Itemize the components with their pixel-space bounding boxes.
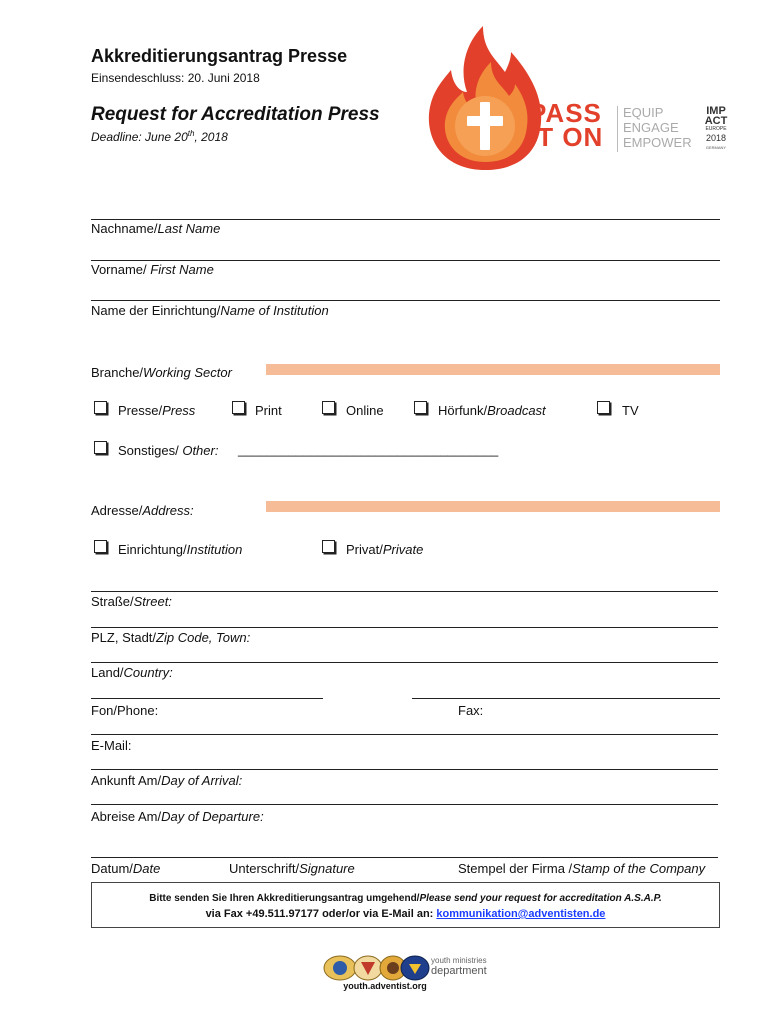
institution-address-checkbox[interactable] [94, 540, 107, 553]
country-label: Land/Country: [91, 665, 173, 680]
street-line[interactable] [91, 591, 718, 592]
signature-line[interactable] [91, 857, 718, 858]
first-name-label: Vorname/ First Name [91, 262, 214, 277]
press-label: Presse/Press [118, 403, 196, 418]
online-checkbox[interactable] [322, 401, 335, 414]
youth-ministries-logo [323, 954, 493, 984]
signature-label: Unterschrift/Signature [229, 861, 355, 876]
online-label: Online [346, 403, 384, 418]
street-label: Straße/Street: [91, 594, 172, 609]
institution-line[interactable] [91, 300, 720, 301]
print-checkbox[interactable] [232, 401, 245, 414]
other-input[interactable]: ____________________________________ [238, 442, 499, 457]
fax-line[interactable] [412, 698, 720, 699]
engage-text: ENGAGE [623, 120, 679, 135]
phone-label: Fon/Phone: [91, 703, 159, 718]
footer-url: youth.adventist.org [343, 981, 427, 991]
private-address-label: Privat/Private [346, 542, 424, 557]
title-de: Akkreditierungsantrag Presse [91, 46, 348, 66]
print-label: Print [255, 403, 282, 418]
zip-label: PLZ, Stadt/Zip Code, Town: [91, 630, 251, 645]
institution-address-label: Einrichtung/Institution [118, 542, 243, 557]
equip-text: EQUIP [623, 105, 664, 120]
tv-label: TV [622, 403, 639, 418]
email-link[interactable]: kommunikation@adventisten.de [436, 908, 606, 920]
private-address-checkbox[interactable] [322, 540, 335, 553]
deadline-de: Einsendeschluss: 20. Juni 2018 [91, 71, 260, 85]
broadcast-label: Hörfunk/Broadcast [438, 403, 546, 418]
broadcast-checkbox[interactable] [414, 401, 427, 414]
fax-label: Fax: [458, 703, 484, 718]
other-checkbox[interactable] [94, 441, 107, 454]
tv-checkbox[interactable] [597, 401, 610, 414]
departure-label: Abreise Am/Day of Departure: [91, 809, 264, 824]
institution-label: Name der Einrichtung/Name of Institution [91, 303, 329, 318]
flame-cross-icon [425, 22, 545, 172]
arrival-label: Ankunft Am/Day of Arrival: [91, 773, 243, 788]
title-en: Request for Accreditation Press [91, 104, 380, 125]
notice-line-2: via Fax +49.511.97177 oder/or via E-Mail an: kommunikation@adventisten.de [205, 908, 606, 920]
dept-text-1: youth ministries [431, 956, 487, 965]
address-label: Adresse/Address: [91, 503, 194, 518]
dept-text-2: department [431, 965, 487, 977]
press-checkbox[interactable] [94, 401, 107, 414]
last-name-line[interactable] [91, 219, 720, 220]
last-name-label: Nachname/Last Name [91, 221, 221, 236]
zip-line[interactable] [91, 627, 718, 628]
ministry-emblems-icon [323, 954, 433, 982]
pass-text: PASS [529, 98, 602, 128]
email-line[interactable] [91, 734, 718, 735]
submission-notice [91, 882, 720, 928]
notice-line-1: Bitte senden Sie Ihren Akkreditierungsantrag umgehend/Please send your request for accreditation A.S.A.P. [149, 893, 662, 904]
phone-line[interactable] [91, 698, 323, 699]
it-on-text: IT ON [529, 122, 604, 152]
pass-it-on-logo [425, 22, 735, 172]
arrival-line[interactable] [91, 769, 718, 770]
address-bar [266, 501, 720, 512]
departure-line[interactable] [91, 804, 718, 805]
email-label: E-Mail: [91, 738, 132, 753]
sector-bar [266, 364, 720, 375]
deadline-en: Deadline: June 20th, 2018 [91, 129, 228, 144]
empower-text: EMPOWER [623, 135, 692, 150]
country-line[interactable] [91, 662, 718, 663]
stamp-label: Stempel der Firma /Stamp of the Company [458, 861, 706, 876]
other-label: Sonstiges/ Other: [118, 443, 219, 458]
sector-label: Branche/Working Sector [91, 365, 232, 380]
impact-logo: IMP ACT EUROPE 2018 GERMANY [704, 105, 728, 150]
date-label: Datum/Date [91, 861, 161, 876]
first-name-line[interactable] [91, 260, 720, 261]
